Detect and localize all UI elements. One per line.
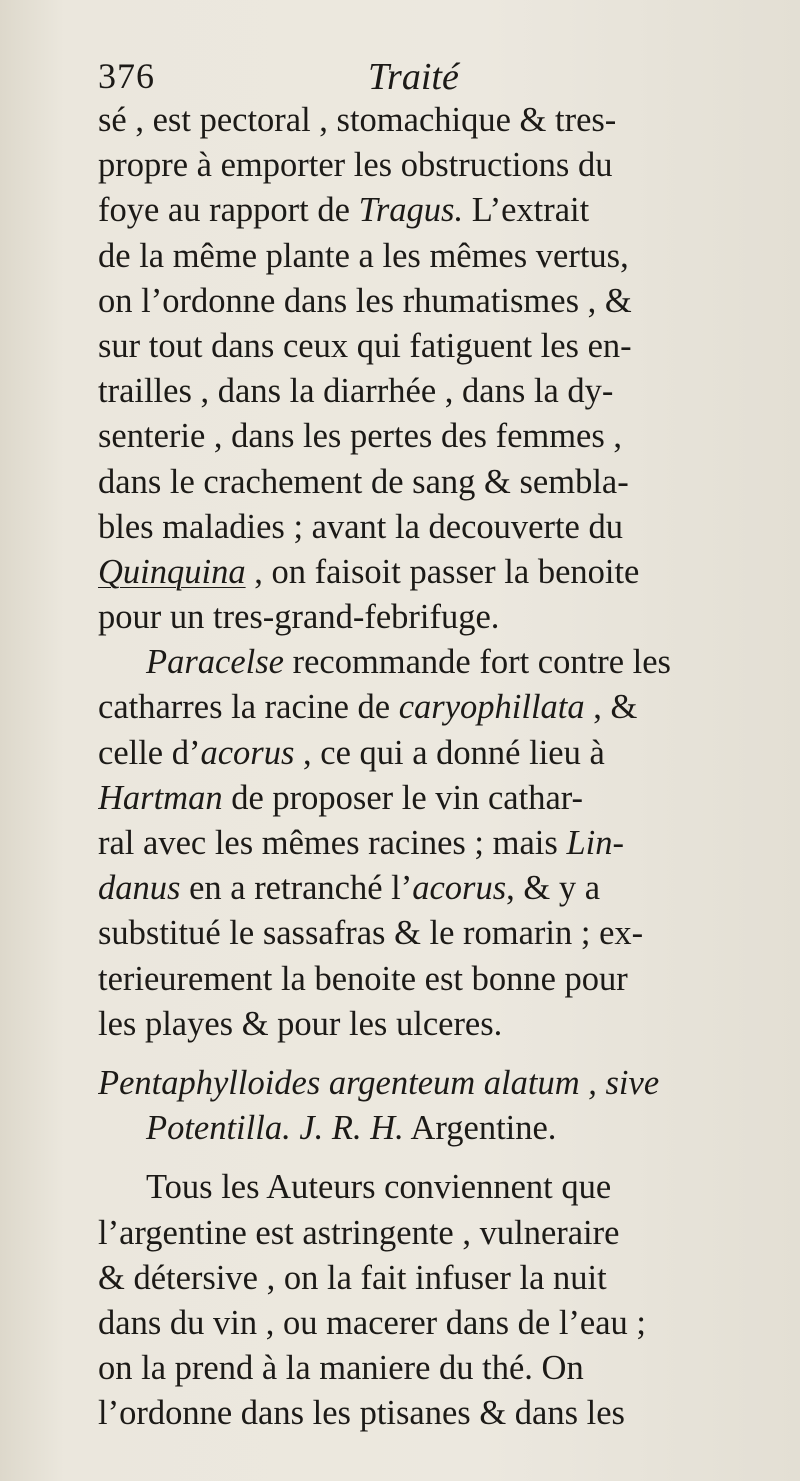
plant-name: caryophillata bbox=[398, 688, 585, 727]
text-line: sur tout dans ceux qui fatiguent les en- bbox=[98, 326, 632, 365]
text-line: terieurement la benoite est bonne pour bbox=[98, 959, 628, 998]
text-line: Paracelse recommande fort contre les bbox=[146, 643, 671, 682]
text-line: ral avec les mêmes racines ; mais Lin- bbox=[98, 824, 624, 862]
text-line: Hartman de proposer le vin cathar- bbox=[98, 778, 584, 817]
text-line: celle d’acorus , ce qui a donné lieu à bbox=[98, 733, 605, 772]
text-line: trailles , dans la diarrhée , dans la dy- bbox=[98, 372, 614, 411]
author-name: Paracelse bbox=[146, 643, 284, 682]
text-line: foye au rapport de Tragus. L’extrait bbox=[98, 191, 590, 230]
text-line: Tous les Auteurs conviennent que bbox=[146, 1168, 612, 1207]
author-name: Lin- bbox=[566, 824, 624, 862]
text-line: danus en a retranché l’acorus, & y a bbox=[98, 869, 601, 908]
text-line: l’ordonne dans les ptisanes & dans les bbox=[98, 1394, 625, 1433]
plant-name: Quinquina bbox=[98, 552, 246, 591]
plant-name: acorus bbox=[200, 733, 295, 772]
text-line: pour un tres-grand-febrifuge. bbox=[98, 598, 500, 637]
text-line: de la même plante a les mêmes vertus, bbox=[98, 236, 629, 275]
text-line: dans du vin , ou macerer dans de l’eau ; bbox=[98, 1303, 646, 1342]
page-number: 376 bbox=[98, 56, 155, 96]
entry-heading: Potentilla. J. R. H. Argentine. bbox=[146, 1109, 557, 1148]
author-name: Tragus. bbox=[358, 191, 464, 230]
author-name: danus bbox=[98, 869, 181, 908]
entry-heading: Pentaphylloides argenteum alatum , sive bbox=[98, 1063, 660, 1102]
body-text bbox=[98, 98, 758, 1436]
text-line: bles maladies ; avant la decouverte du bbox=[98, 507, 623, 546]
text-line: les playes & pour les ulceres. bbox=[98, 1004, 503, 1043]
text-line: & détersive , on la fait infuser la nuit bbox=[98, 1258, 607, 1297]
author-name: Hartman bbox=[98, 778, 223, 817]
text-line: l’argentine est astringente , vulneraire bbox=[98, 1213, 620, 1252]
plant-name: acorus bbox=[412, 869, 507, 908]
text-line: sé , est pectoral , stomachique & tres- bbox=[98, 101, 617, 139]
text-line: propre à emporter les obstructions du bbox=[98, 146, 613, 185]
text-line: dans le crachement de sang & sembla- bbox=[98, 462, 629, 501]
running-head: Traité bbox=[368, 56, 459, 98]
text-line: on la prend à la maniere du thé. On bbox=[98, 1349, 584, 1388]
text-line: senterie , dans les pertes des femmes , bbox=[98, 417, 623, 456]
text-line: substitué le sassafras & le romarin ; ex- bbox=[98, 914, 644, 953]
text-line: Quinquina , on faisoit passer la benoite bbox=[98, 552, 640, 591]
text-line: catharres la racine de caryophillata , & bbox=[98, 688, 638, 727]
text-line: on l’ordonne dans les rhumatismes , & bbox=[98, 281, 632, 320]
